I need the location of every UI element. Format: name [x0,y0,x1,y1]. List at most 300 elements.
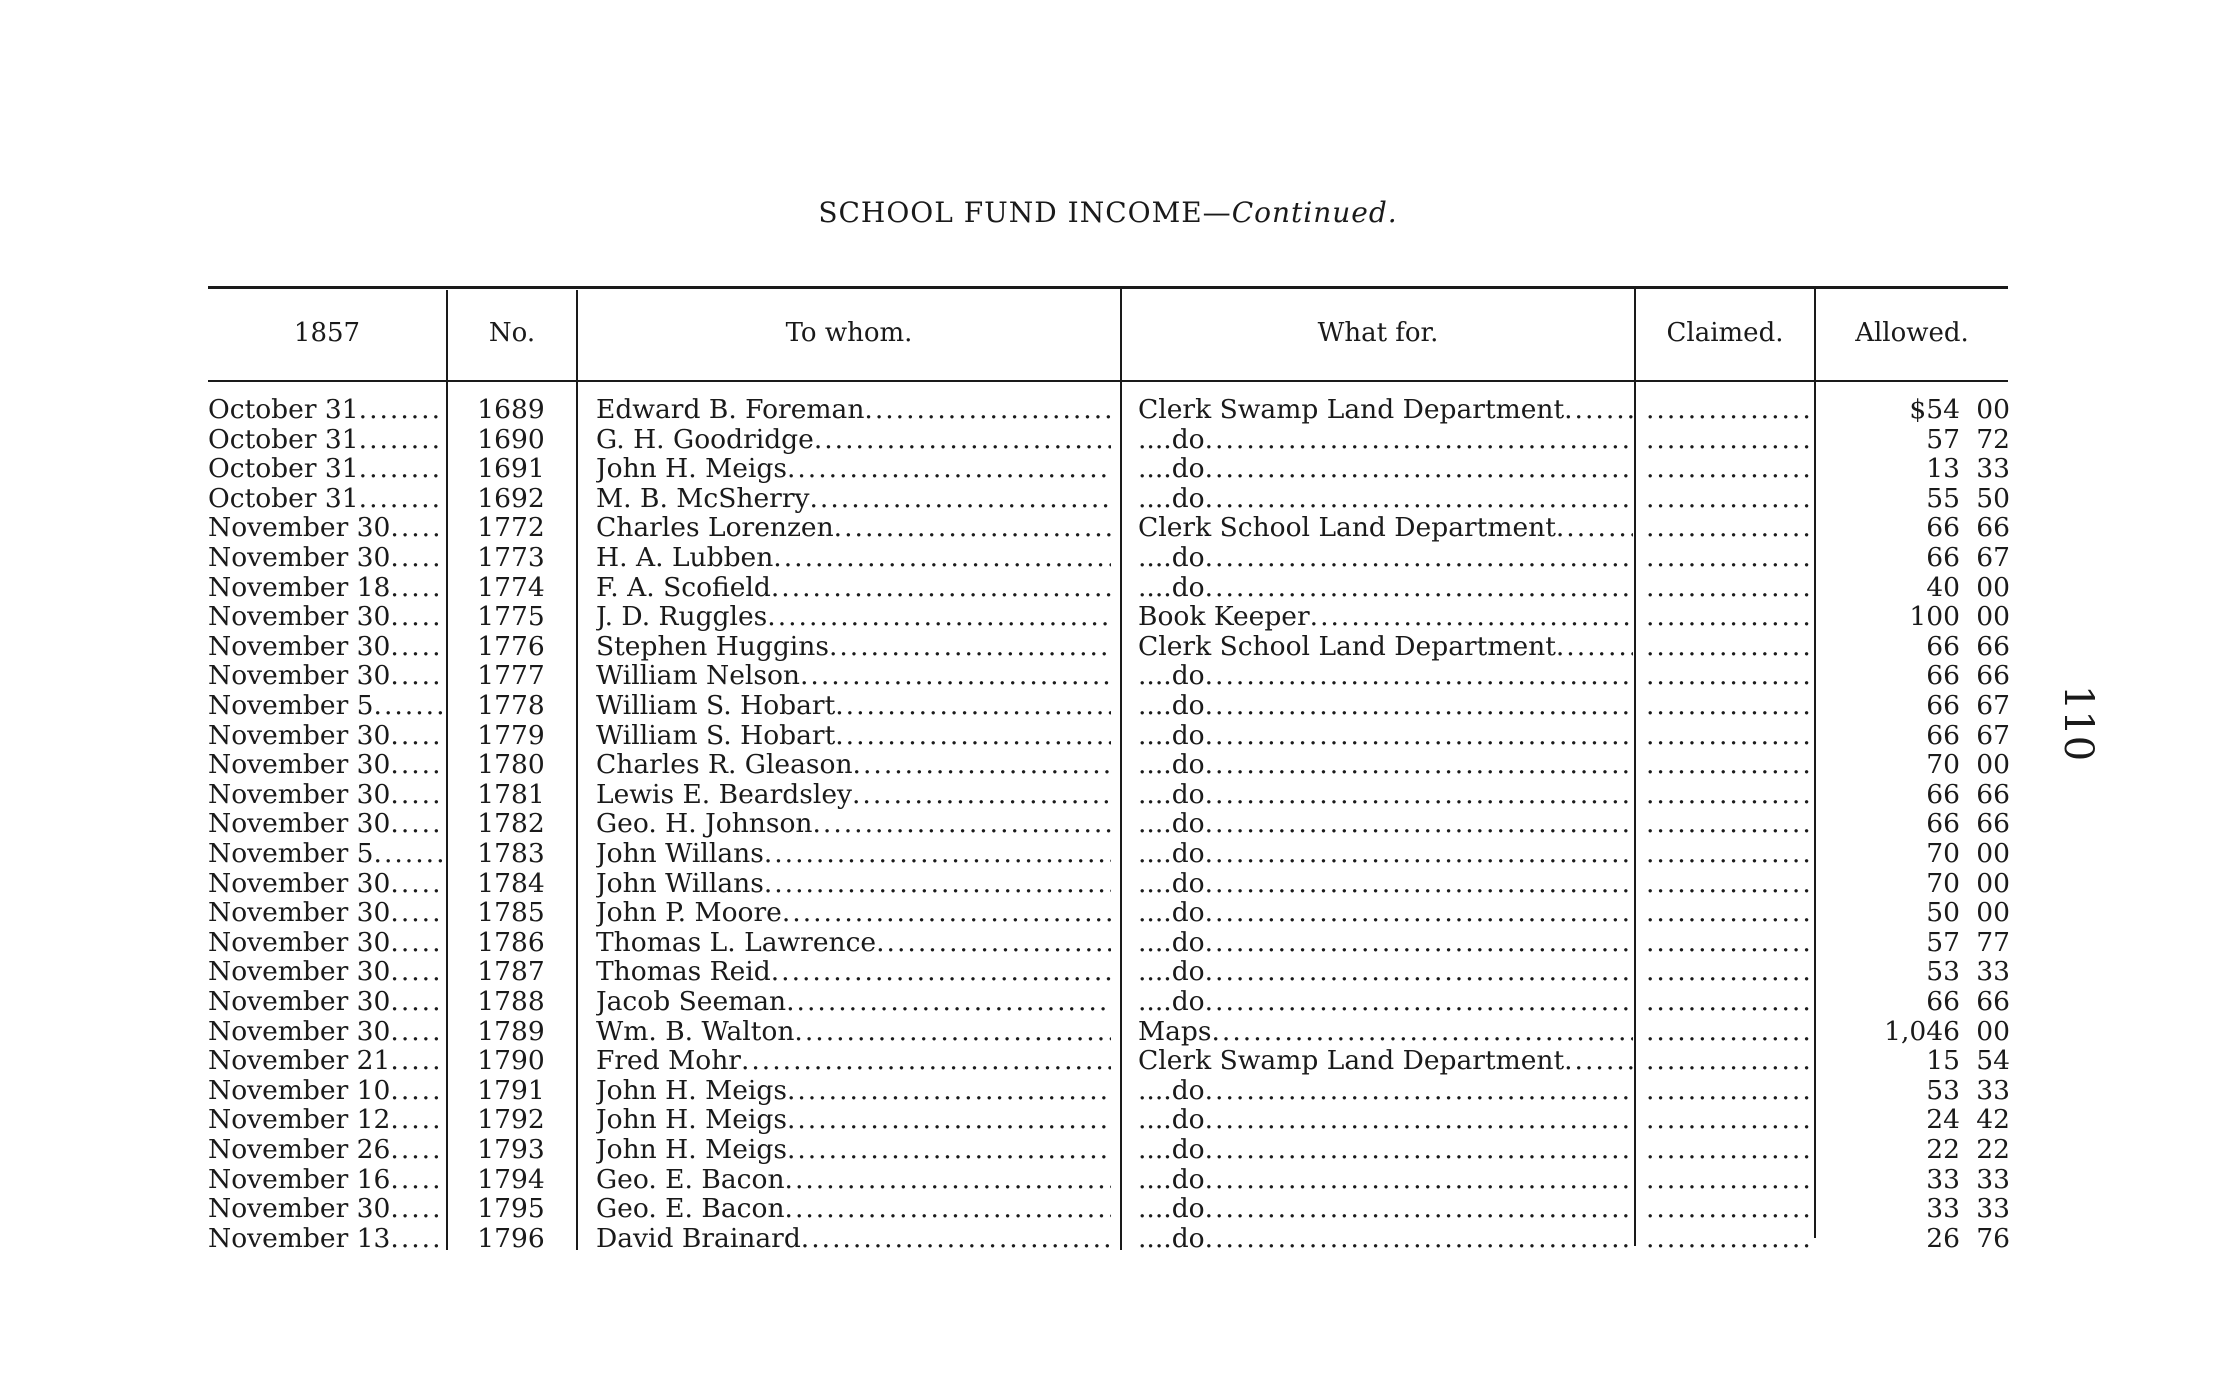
row-allowed-dollars: 13 [1926,454,1960,484]
row-to-whom [596,632,1111,662]
row-what-for [1138,869,1633,899]
row-allowed-dollars: 15 [1926,1046,1960,1076]
table-row [0,1135,2216,1165]
row-what-for-text: ....do [1138,1164,1205,1195]
row-claimed [1646,721,1811,751]
row-what-for-text: ....do [1138,661,1205,691]
row-allowed [1826,1194,2010,1224]
row-allowed-dollars: 26 [1926,1223,1960,1254]
row-number: 1780 [477,750,545,780]
row-date-text: November 30 [208,987,391,1017]
table-row [0,839,2216,869]
table-row [0,1165,2216,1195]
table-row [0,513,2216,543]
row-date-text: November 18 [208,572,391,603]
row-allowed-dollars: 70 [1926,868,1960,899]
row-allowed-cents: 00 [1976,898,2010,928]
row-number: 1791 [477,1075,545,1106]
row-number: 1779 [477,720,545,751]
row-allowed [1826,484,2010,514]
row-date [208,425,443,455]
row-number: 1785 [477,898,545,928]
row-allowed [1826,1135,2010,1165]
row-date [208,780,443,810]
row-what-for-text: ....do [1138,809,1205,839]
row-number: 1689 [477,395,545,425]
row-to-whom-text: H. A. Lubben [596,543,774,573]
row-date [208,750,443,780]
row-number: 1793 [477,1135,545,1165]
row-date-text: November 30 [208,631,391,662]
row-allowed-cents: 33 [1976,454,2010,484]
row-allowed [1826,809,2010,839]
row-date [208,1105,443,1135]
row-what-for [1138,602,1633,632]
row-to-whom-text: John H. Meigs [596,454,787,484]
row-to-whom [596,1194,1111,1224]
header-allowed: Allowed. [1855,318,1969,348]
row-number: 1778 [477,691,545,721]
row-date-text: November 30 [208,750,391,780]
table-row [0,691,2216,721]
row-what-for-text: ....do [1138,424,1205,455]
row-what-for [1138,957,1633,987]
row-date-text: October 31 [208,483,359,514]
row-allowed-cents: 00 [1976,1016,2010,1047]
row-number: 1692 [477,483,545,514]
row-to-whom-text: Lewis E. Beardsley [596,779,852,810]
row-claimed [1646,543,1811,573]
row-allowed [1826,839,2010,869]
row-number: 1788 [477,987,545,1017]
row-allowed-cents: 66 [1976,631,2010,662]
row-allowed [1826,1017,2010,1047]
row-date [208,1194,443,1224]
row-allowed-cents: 72 [1976,424,2010,455]
row-date [208,602,443,632]
row-to-whom-text: John H. Meigs [596,1135,787,1165]
row-to-whom [596,780,1111,810]
row-what-for-text: ....do [1138,987,1205,1017]
row-to-whom [596,1017,1111,1047]
row-to-whom-text: Fred Mohr [596,1046,741,1076]
row-allowed-cents: 77 [1976,927,2010,958]
row-allowed-cents: 33 [1976,1194,2010,1224]
row-number: 1782 [477,809,545,839]
row-what-for-text: ....do [1138,868,1205,899]
row-allowed-cents: 66 [1976,513,2010,543]
row-claimed [1646,395,1811,425]
row-to-whom [596,484,1111,514]
table-row [0,721,2216,751]
row-date-text: October 31 [208,395,359,425]
row-allowed-dollars: 66 [1926,543,1960,573]
table-row [0,1224,2216,1254]
row-date-text: November 30 [208,1016,391,1047]
row-to-whom-text: F. A. Scofield [596,572,771,603]
row-allowed-cents: 66 [1976,661,2010,691]
row-allowed-cents: 67 [1976,543,2010,573]
row-allowed [1826,780,2010,810]
table-row [0,987,2216,1017]
row-allowed [1826,987,2010,1017]
table-row [0,809,2216,839]
row-allowed [1826,513,2010,543]
row-to-whom [596,395,1111,425]
row-allowed [1826,1105,2010,1135]
row-date [208,454,443,484]
row-claimed [1646,1165,1811,1195]
title-continued: Continued. [1231,196,1398,229]
row-number: 1781 [477,779,545,810]
row-what-for-text: ....do [1138,543,1205,573]
row-allowed-cents: 67 [1976,720,2010,751]
row-what-for [1138,1076,1633,1106]
row-allowed-cents: 22 [1976,1135,2010,1165]
row-number: 1773 [477,543,545,573]
row-to-whom [596,1224,1111,1254]
row-allowed-dollars: 66 [1926,513,1960,543]
header-to-whom: To whom. [785,318,913,348]
row-number: 1795 [477,1194,545,1224]
row-to-whom [596,602,1111,632]
row-what-for-text: Clerk School Land Department [1138,513,1556,543]
row-allowed [1826,1165,2010,1195]
row-to-whom-text: Charles Lorenzen [596,513,834,543]
row-allowed-dollars: 57 [1926,927,1960,958]
row-date-text: November 12 [208,1105,391,1135]
row-allowed-cents: 42 [1976,1105,2010,1135]
row-allowed [1826,1076,2010,1106]
row-what-for [1138,1046,1633,1076]
row-to-whom-text: John H. Meigs [596,1105,787,1135]
row-what-for [1138,573,1633,603]
row-what-for [1138,1165,1633,1195]
row-what-for [1138,780,1633,810]
row-date-text: November 30 [208,602,391,632]
row-number: 1784 [477,868,545,899]
row-date [208,513,443,543]
row-date-text: November 30 [208,543,391,573]
row-allowed [1826,454,2010,484]
row-what-for [1138,1194,1633,1224]
row-to-whom [596,898,1111,928]
row-what-for [1138,632,1633,662]
row-claimed [1646,1135,1811,1165]
row-what-for [1138,1224,1633,1254]
row-date [208,484,443,514]
row-to-whom-text: John Willans [596,868,764,899]
row-claimed [1646,513,1811,543]
row-claimed [1646,661,1811,691]
row-date-text: October 31 [208,424,359,455]
row-date [208,987,443,1017]
row-claimed [1646,454,1811,484]
row-what-for [1138,691,1633,721]
row-date [208,632,443,662]
row-to-whom [596,1135,1111,1165]
row-claimed [1646,869,1811,899]
page-title [0,196,2216,229]
row-to-whom [596,809,1111,839]
table-row [0,573,2216,603]
row-date-text: November 21 [208,1046,391,1076]
row-number: 1786 [477,927,545,958]
row-what-for-text: ....do [1138,1105,1205,1135]
row-allowed [1826,1046,2010,1076]
row-to-whom-text: Stephen Huggins [596,631,829,662]
header-bottom-rule [208,380,2008,382]
row-date [208,543,443,573]
row-date [208,1135,443,1165]
row-what-for-text: ....do [1138,779,1205,810]
row-what-for [1138,987,1633,1017]
row-allowed-dollars: 24 [1926,1105,1960,1135]
row-date-text: November 16 [208,1164,391,1195]
row-what-for [1138,395,1633,425]
row-what-for-text: ....do [1138,720,1205,751]
table-row [0,425,2216,455]
table-row [0,1076,2216,1106]
row-claimed [1646,691,1811,721]
row-allowed [1826,425,2010,455]
row-to-whom-text: David Brainard [596,1223,801,1254]
row-allowed-cents: 00 [1976,750,2010,780]
row-what-for-text: ....do [1138,572,1205,603]
row-allowed-dollars: 53 [1926,1075,1960,1106]
row-date [208,1017,443,1047]
row-what-for-text: ....do [1138,691,1205,721]
row-what-for-text: ....do [1138,1223,1205,1254]
table-row [0,543,2216,573]
row-allowed [1826,602,2010,632]
row-to-whom-text: John H. Meigs [596,1075,787,1106]
row-what-for [1138,1017,1633,1047]
row-allowed-cents: 76 [1976,1223,2010,1254]
row-to-whom-text: John P. Moore [596,898,782,928]
row-claimed [1646,484,1811,514]
row-to-whom [596,1076,1111,1106]
row-allowed-dollars: 1,046 [1884,1016,1960,1047]
row-date [208,957,443,987]
row-date [208,1076,443,1106]
row-date [208,1224,443,1254]
row-allowed-dollars: 40 [1926,572,1960,603]
table-row [0,1105,2216,1135]
row-date-text: November 30 [208,957,391,987]
row-what-for [1138,750,1633,780]
row-number: 1794 [477,1164,545,1195]
row-to-whom [596,987,1111,1017]
row-number: 1772 [477,513,545,543]
row-claimed [1646,632,1811,662]
row-to-whom [596,454,1111,484]
row-allowed-dollars: 66 [1926,779,1960,810]
row-date [208,573,443,603]
row-to-whom-text: G. H. Goodridge [596,424,814,455]
row-what-for-text: Maps [1138,1016,1212,1047]
row-date [208,691,443,721]
row-to-whom-text: Wm. B. Walton [596,1016,795,1047]
row-claimed [1646,573,1811,603]
row-allowed-cents: 67 [1976,691,2010,721]
page-number: 110 [2055,684,2102,762]
row-allowed [1826,750,2010,780]
row-to-whom [596,750,1111,780]
row-allowed-dollars: 53 [1926,957,1960,987]
row-allowed-dollars: 70 [1926,750,1960,780]
row-allowed [1826,721,2010,751]
row-allowed-dollars: $54 [1909,395,1960,425]
table-row [0,750,2216,780]
row-to-whom [596,691,1111,721]
row-date-text: November 30 [208,868,391,899]
row-number: 1787 [477,957,545,987]
row-allowed [1826,632,2010,662]
row-date [208,721,443,751]
row-allowed-dollars: 66 [1926,987,1960,1017]
row-to-whom [596,721,1111,751]
row-claimed [1646,1105,1811,1135]
row-to-whom-text: J. D. Ruggles [596,602,768,632]
row-claimed [1646,780,1811,810]
row-claimed [1646,1017,1811,1047]
row-allowed-dollars: 66 [1926,720,1960,751]
row-what-for [1138,454,1633,484]
row-what-for-text: ....do [1138,839,1205,869]
row-what-for [1138,543,1633,573]
row-claimed [1646,987,1811,1017]
row-what-for-text: ....do [1138,1075,1205,1106]
row-allowed-cents: 66 [1976,987,2010,1017]
row-to-whom [596,1165,1111,1195]
table-row [0,780,2216,810]
row-to-whom [596,1105,1111,1135]
row-number: 1792 [477,1105,545,1135]
table-row [0,957,2216,987]
row-allowed [1826,957,2010,987]
row-number: 1796 [477,1223,545,1254]
row-what-for-text: ....do [1138,957,1205,987]
row-date-text: October 31 [208,454,359,484]
row-what-for-text: ....do [1138,898,1205,928]
row-to-whom-text: Edward B. Foreman [596,395,865,425]
row-date [208,928,443,958]
row-claimed [1646,1076,1811,1106]
row-date-text: November 5 [208,839,374,869]
row-to-whom-text: M. B. McSherry [596,483,810,514]
row-number: 1690 [477,424,545,455]
header-year: 1857 [293,318,361,348]
row-allowed-dollars: 57 [1926,424,1960,455]
row-to-whom-text: William S. Hobart [596,720,836,751]
row-what-for [1138,661,1633,691]
row-date-text: November 30 [208,720,391,751]
row-to-whom [596,425,1111,455]
row-date [208,839,443,869]
row-date-text: November 13 [208,1223,391,1254]
row-number: 1774 [477,572,545,603]
row-date-text: November 30 [208,1194,391,1224]
row-claimed [1646,839,1811,869]
row-to-whom-text: Thomas L. Lawrence [596,927,877,958]
row-allowed [1826,898,2010,928]
row-to-whom-text: John Willans [596,839,764,869]
row-what-for [1138,809,1633,839]
row-to-whom-text: Jacob Seeman [596,987,787,1017]
row-to-whom [596,513,1111,543]
row-allowed [1826,395,2010,425]
row-date [208,395,443,425]
row-allowed-cents: 66 [1976,809,2010,839]
row-date-text: November 30 [208,898,391,928]
row-allowed-cents: 54 [1976,1046,2010,1076]
table-top-rule [208,286,2008,289]
row-claimed [1646,898,1811,928]
table-row [0,898,2216,928]
table-row [0,632,2216,662]
row-number: 1776 [477,631,545,662]
header-claimed: Claimed. [1666,318,1784,348]
row-allowed-cents: 33 [1976,1075,2010,1106]
row-what-for [1138,513,1633,543]
row-number: 1790 [477,1046,545,1076]
row-to-whom-text: Geo. E. Bacon [596,1194,785,1224]
row-allowed-cents: 33 [1976,1164,2010,1195]
header-what-for: What for. [1317,318,1439,348]
row-date-text: November 30 [208,661,391,691]
row-number: 1789 [477,1016,545,1047]
row-allowed-dollars: 55 [1926,483,1960,514]
row-what-for-text: ....do [1138,454,1205,484]
row-what-for-text: ....do [1138,1194,1205,1224]
row-number: 1783 [477,839,545,869]
table-row [0,484,2216,514]
row-allowed-cents: 50 [1976,483,2010,514]
row-allowed-dollars: 70 [1926,839,1960,869]
row-allowed-dollars: 66 [1926,691,1960,721]
row-allowed-dollars: 100 [1909,602,1960,632]
row-allowed [1826,543,2010,573]
row-to-whom-text: Charles R. Gleason [596,750,853,780]
row-allowed-cents: 33 [1976,957,2010,987]
row-what-for [1138,1105,1633,1135]
table-row [0,1046,2216,1076]
row-to-whom [596,869,1111,899]
row-claimed [1646,425,1811,455]
row-date [208,809,443,839]
row-to-whom-text: Thomas Reid [596,957,771,987]
row-what-for [1138,425,1633,455]
row-date-text: November 30 [208,513,391,543]
row-date [208,661,443,691]
row-allowed [1826,928,2010,958]
row-date-text: November 5 [208,691,374,721]
row-allowed-cents: 00 [1976,839,2010,869]
row-date-text: November 30 [208,927,391,958]
row-date [208,1046,443,1076]
row-date [208,898,443,928]
row-number: 1777 [477,661,545,691]
row-allowed [1826,1224,2010,1254]
table-row [0,454,2216,484]
row-to-whom [596,543,1111,573]
row-to-whom-text: Geo. H. Johnson [596,809,813,839]
row-date-text: November 10 [208,1075,391,1106]
row-allowed-dollars: 66 [1926,631,1960,662]
row-claimed [1646,602,1811,632]
table-row [0,1194,2216,1224]
